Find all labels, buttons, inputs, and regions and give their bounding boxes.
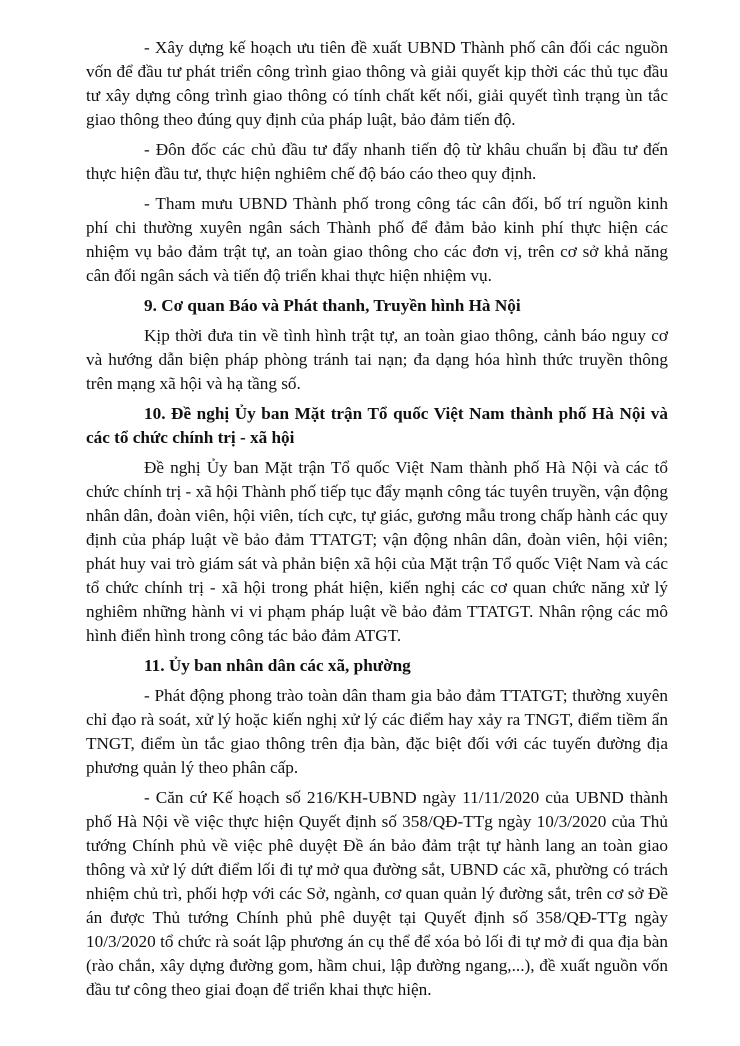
section-heading: 11. Ủy ban nhân dân các xã, phường xyxy=(144,656,411,675)
section-heading: 9. Cơ quan Báo và Phát thanh, Truyền hình Hà Nội xyxy=(144,296,521,315)
paragraph: - Tham mưu UBND Thành phố trong công tác cân đối, bố trí nguồn kinh phí chi thường xuyên ngân sách Thành phố để đảm bảo kinh phí thực hiện các nhiệm vụ bảo đảm trật tự, an toàn giao thông cho các đơn vị, trên cơ sở khả năng cân đối ngân sách và tiến độ triển khai thực hiện nhiệm vụ. xyxy=(86,194,668,285)
paragraph: - Căn cứ Kế hoạch số 216/KH-UBND ngày 11/11/2020 của UBND thành phố Hà Nội về việc thực hiện Quyết định số 358/QĐ-TTg ngày 10/3/2020 của Thủ tướng Chính phủ về việc phê duyệt Đề án bảo đảm trật tự hành lang an toàn giao thông và xử lý dứt điểm lối đi tự mở qua đường sắt, UBND các xã, phường có trách nhiệm chủ trì, phối hợp với các Sở, ngành, cơ quan quản lý đường sắt, trên cơ sở Đề án được Thủ tướng Chính phủ phê duyệt tại Quyết định số 358/QĐ-TTg ngày 10/3/2020 tổ chức rà soát lập phương án cụ thể để xóa bỏ lối đi tự mở đi qua địa bàn (rào chắn, xây dựng đường gom, hầm chui, lập đường ngang,...), đề xuất nguồn vốn đầu tư công theo giai đoạn để triển khai thực hiện. xyxy=(86,788,668,999)
paragraph: - Xây dựng kế hoạch ưu tiên đề xuất UBND Thành phố cân đối các nguồn vốn để đầu tư phát triển công trình giao thông và giải quyết kịp thời các thủ tục đầu tư xây dựng công trình giao thông có tính chất kết nối, giải quyết tình trạng ùn tắc giao thông theo đúng quy định của pháp luật, bảo đảm tiến độ. xyxy=(86,38,668,129)
section-heading: 10. Đề nghị Ủy ban Mặt trận Tổ quốc Việt Nam thành phố Hà Nội và các tổ chức chính trị - xã hội xyxy=(86,404,668,447)
paragraph: - Phát động phong trào toàn dân tham gia bảo đảm TTATGT; thường xuyên chỉ đạo rà soát, xử lý hoặc kiến nghị xử lý các điểm hay xảy ra TNGT, điểm tiềm ẩn TNGT, điểm ùn tắc giao thông trên địa bàn, đặc biệt đối với các tuyến đường địa phương quản lý theo phân cấp. xyxy=(86,686,668,777)
document-page xyxy=(86,36,668,1008)
paragraph: - Đôn đốc các chủ đầu tư đẩy nhanh tiến độ từ khâu chuẩn bị đầu tư đến thực hiện đầu tư, thực hiện nghiêm chế độ báo cáo theo quy định. xyxy=(86,140,668,183)
paragraph: Đề nghị Ủy ban Mặt trận Tổ quốc Việt Nam thành phố Hà Nội và các tổ chức chính trị - xã hội Thành phố tiếp tục đẩy mạnh công tác tuyên truyền, vận động nhân dân, đoàn viên, hội viên, tích cực, tự giác, gương mẫu trong chấp hành các quy định của pháp luật về bảo đảm TTATGT; vận động nhân dân, đoàn viên, hội viên; phát huy vai trò giám sát và phản biện xã hội của Mặt trận Tổ quốc Việt Nam và các tổ chức chính trị - xã hội trong phát hiện, kiến nghị các cơ quan chức năng xử lý nghiêm những hành vi vi phạm pháp luật về bảo đảm TTATGT. Nhân rộng các mô hình điển hình trong công tác bảo đảm ATGT. xyxy=(86,458,668,645)
paragraph: Kịp thời đưa tin về tình hình trật tự, an toàn giao thông, cảnh báo nguy cơ và hướng dẫn biện pháp phòng tránh tai nạn; đa dạng hóa hình thức truyền thông trên mạng xã hội và hạ tầng số. xyxy=(86,326,668,393)
